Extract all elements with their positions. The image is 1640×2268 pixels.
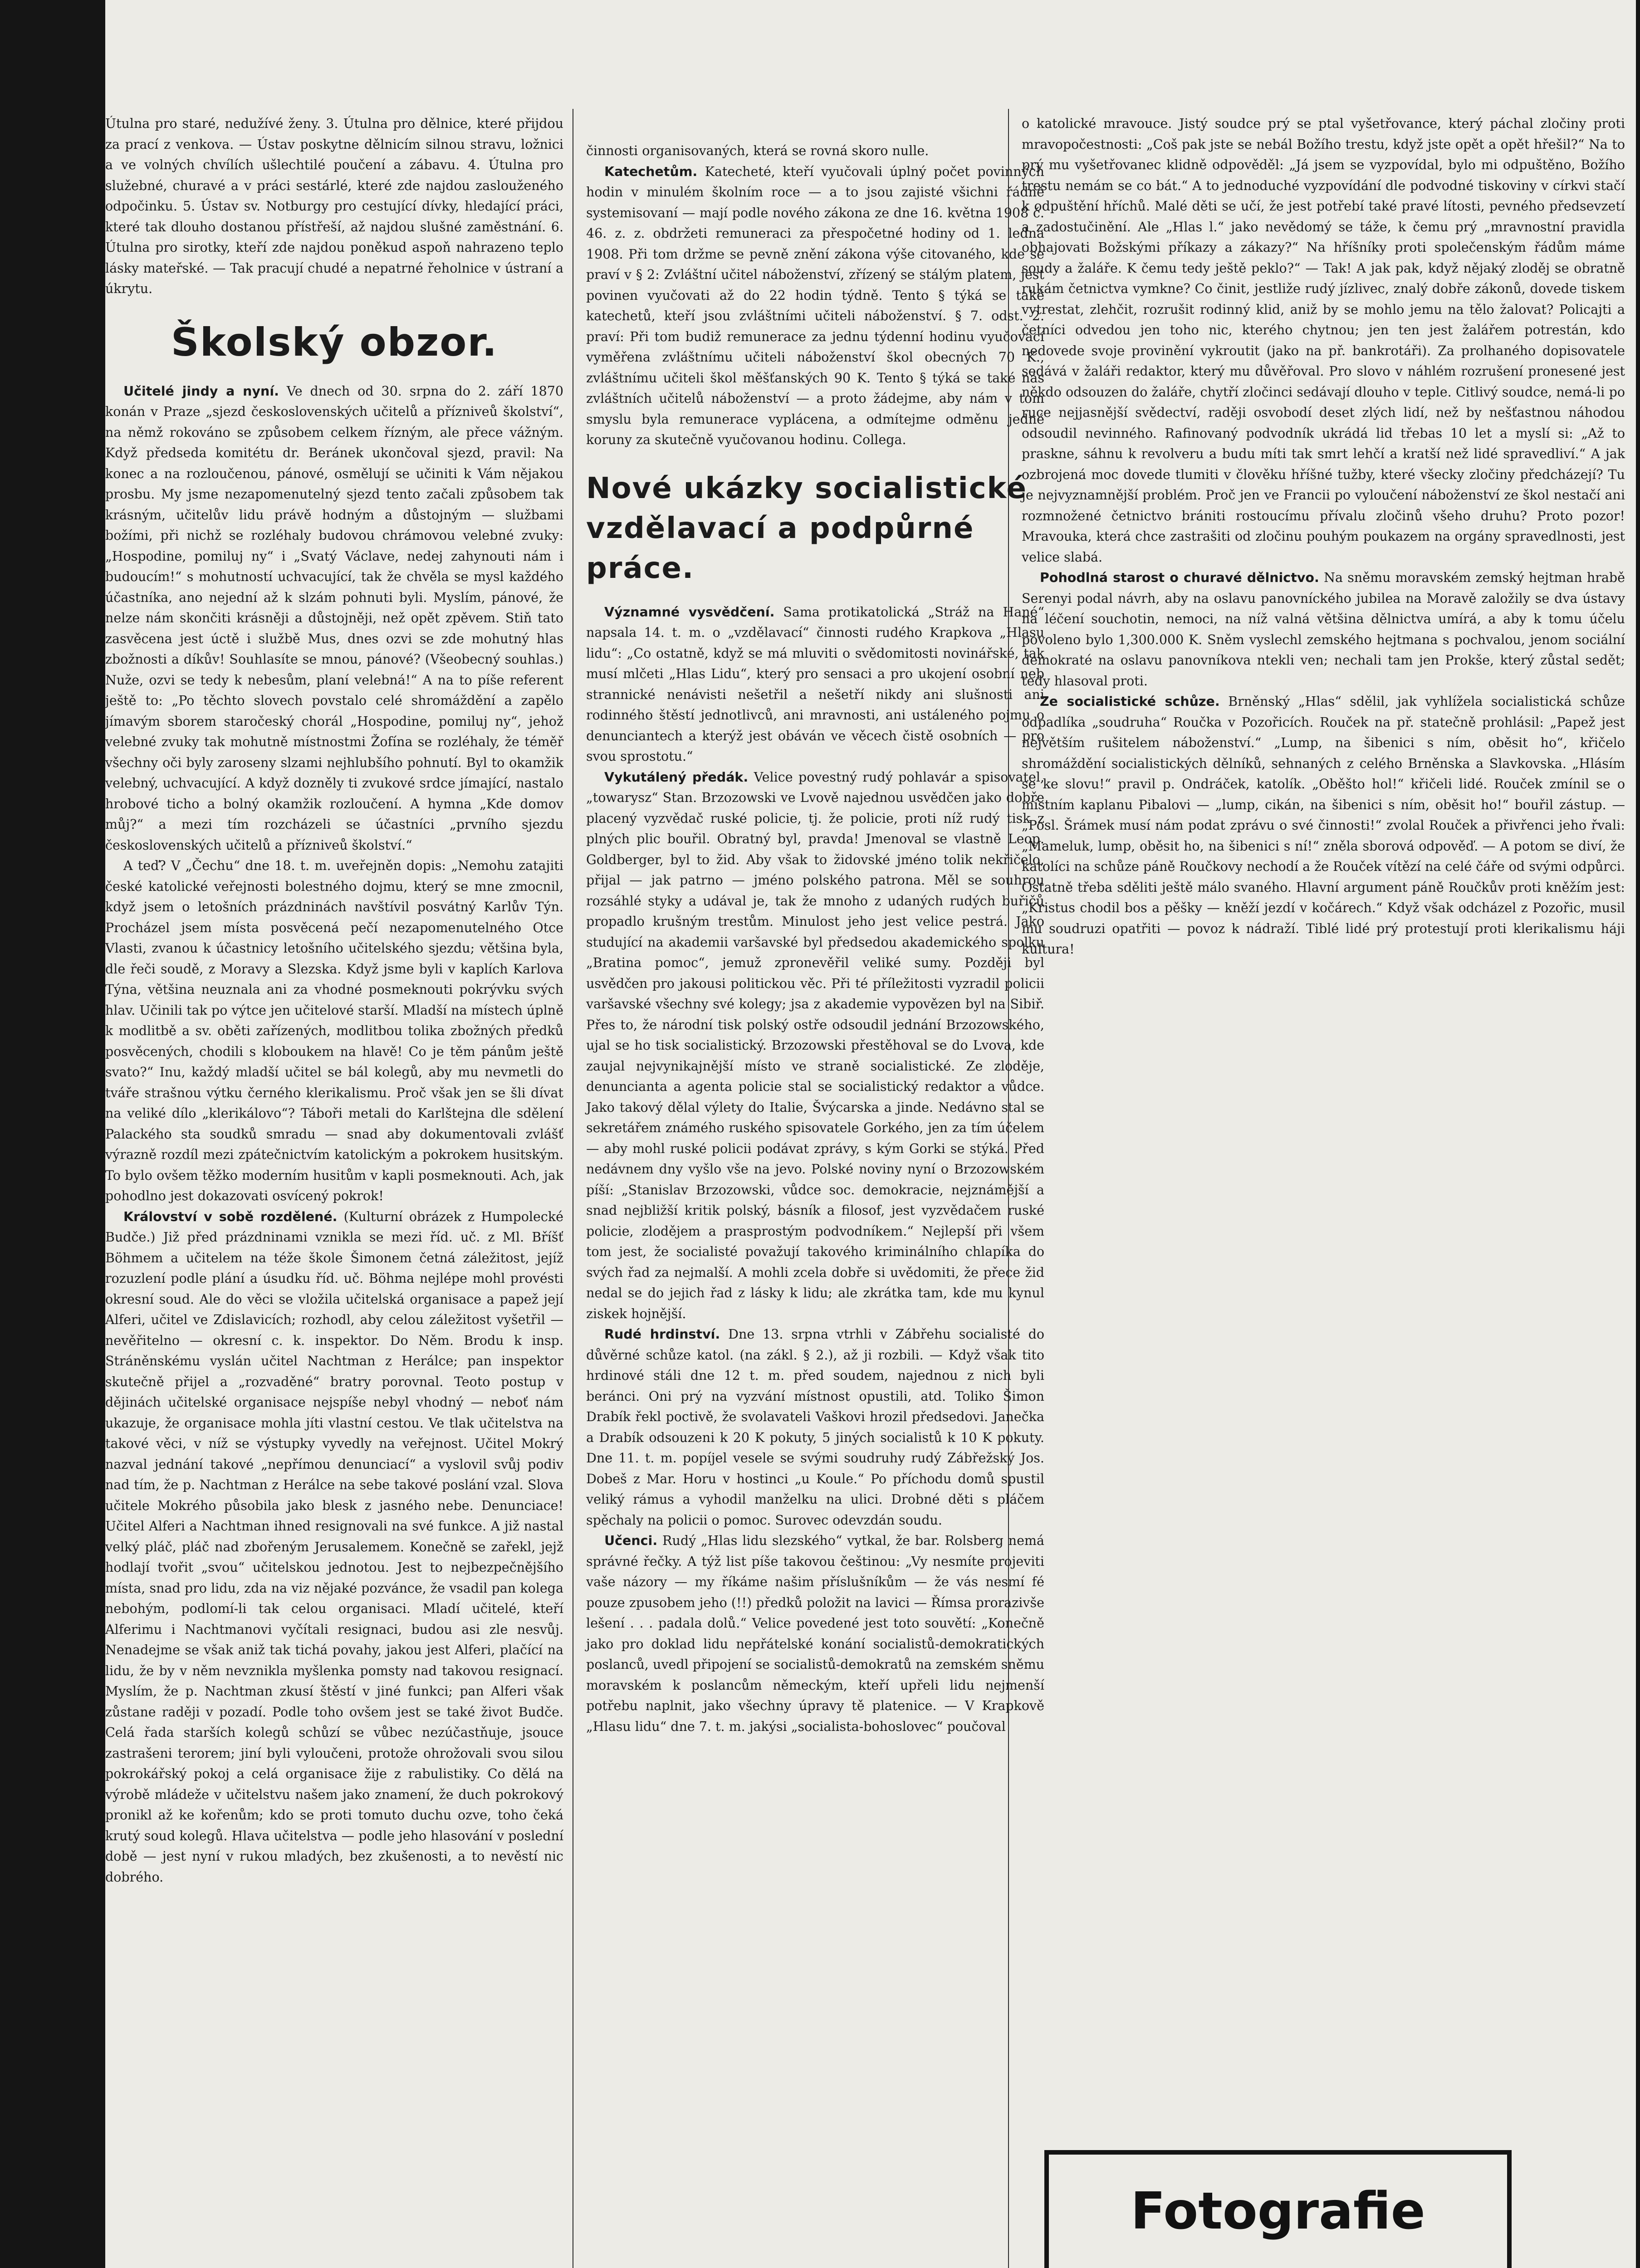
newspaper-page — [105, 0, 1636, 2268]
article-text: Rudý „Hlas lidu slezského“ vytkal, že bar. Rolsberg nemá správné řečky. A týž list píše takovou češtinou: „Vy nesmíte projeviti vaše názory — my říkáme našim příslušníkům — že vás nesmí fé pouze zpusobem jeho (!!) předků položit na lavici — Římsa prorazivše lešení . . . padala dolů.“ Velice povedené jest toto souvětí: „Konečně jako pro doklad lidu nepřátelské konání socialistů-demokratických poslanců, uvedl připojení se socialistů-demokratů na zemském sněmu moravském k poslancům německým, kteří upřeli lidu nejmenší potřebu naplnit, jako všechny úpravy tě platenice. — V Krapkově „Hlasu lidu“ dne 7. t. m. jakýsi „socialista-bohoslovec“ poučoval — [586, 1533, 1044, 1734]
article-signature: Collega. — [852, 432, 906, 447]
article-paragraph — [586, 1324, 1044, 1530]
ad-headline: Fotografie — [1131, 2182, 1425, 2241]
article-headline: Katechetům. — [604, 164, 698, 179]
article-text: Ve dnech od 30. srpna do 2. září 1870 konán v Praze „sjezd československých učitelů a přízniveů školství“, na němž rokováno se způsobem celkem řízným, ale přece vážným. Když předseda komitétu dr. Beránek ukončoval sjezd, pravil: Na konec a na rozloučenou, pánové, osmělují se učiniti k Vám nějakou prosbu. My jsme nezapomenutelný sjezd tento začali způsobem tak krásným, učitelův lidu právě hodným a důstojným — službami božími, při nichž se rozléhaly budovou chrámovou velebné zvuky: „Hospodine, pomiluj ny“ i „Svatý Václave, nedej zahynouti nám i budoucím!“ s mohutností uchvacující, tak že chvěla se mysl každého účastníka, ano nejední až k slzám pohnuti byli. Myslím, pánové, že nelze nám skončiti krásněji a důstojněji, než opět zpěvem. Stiň tato zasvěcena jest úctě i službě Mus, dnes ozvi se zde mohutný hlas zbožnosti a díkův! Souhlasíte se mnou, pánové? (Všeobecný souhlas.) Nuže, ozvi se tedy k nebesům, planí velebná!“ A na to píše referent ještě to: „Po těchto slovech povstalo celé shromáždění a zapělo jímavým sborem staročeský chorál „Hospodine, pomiluj ny“, jehož velebné zvuky tak mohutně místnostmi Žofína se rozléhaly, že téměř všechny oči byly zaroseny slzami nejhlubšího pohnutí. Byl to okamžik velebný, uchvacující. A když dozněly ti zvukové srdce jímající, nastalo hrobové ticho a bolný okamžik rozloučení. A hymna „Kde domov můj?“ a mezi tím rozcházeli se účastníci „prvního sjezdu československých učitelů a přízniveů školství.“ — [105, 383, 564, 853]
photography-advertisement — [1044, 2150, 1512, 2268]
article-text: Katecheté, kteří vyučovali úplný počet povinných hodin v minulém školním roce — a to jsou zajisté všichni řádně systemisovaní — mají podle nového zákona ze dne 16. května 1908 č. 46. z. z. obdržeti remuneraci za přespočetné hodiny od 1. ledna 1908. Při tom držme se pevně znění zákona výše citovaného, kde se praví v § 2: Zvláštní učitel náboženství, zřízený se stálým platem, jest povinen vyučovati až do 22 hodin týdně. Tento § týká se také katechetů, kteří jsou zvláštními učiteli náboženství. § 7. odst. 2. praví: Při tom budiž remunerace za jednu týdenní hodinu vyučovací vyměřena zvláštnímu učiteli náboženství škol obecných 70 K., zvláštnímu učiteli škol měšťanských 90 K. Tento § týká se také nás zvláštních učitelů náboženství — a proto žádejme, aby nám v tom smyslu byla remunerace vyplácena, a odmítejme odměnu jedné koruny za skutečně vyučovanou hodinu. — [586, 164, 1045, 447]
article-paragraph: Útulna pro staré, nedužívé ženy. 3. Útulna pro dělnice, které přijdou za prací z venkova. — Ústav poskytne dělnicím silnou stravu, ložnici a ve volných chvílích ušlechtilé poučení a zábavu. 4. Útulna pro služebné, churavé a v práci sestárlé, které zde najdou zaslouženého odpočinku. 5. Ústav sv. Notburgy pro cestující dívky, hledající práci, které tak dlouho dostanou přístřeší, až najdou slušné zaměstnání. 6. Útulna pro sirotky, kteří zde najdou poněkud aspoň nahrazeno teplo lásky mateřské. — Tak pracují chudé a nepatrné řeholnice v ústraní a úkrytu. — [105, 116, 563, 296]
article-paragraph — [586, 602, 1044, 767]
article-headline: Vykutálený předák. — [604, 769, 749, 785]
article-text: Dne 13. srpna vtrhli v Zábřehu socialisté do důvěrné schůze katol. (na zákl. § 2.), až ji rozbili. — Když však tito hrdinové stáli dne 12 t. m. před soudem, najednou z nich byli beránci. Oni prý na vyzvání místnost opustili, atd. Toliko Šimon Drabík řekl poctivě, že svolavateli Vaškovi hrozil předsedovi. Janečka a Drabík odsouzeni k 20 K pokuty, 5 jiných socialistů k 10 K pokuty. Dne 11. t. m. popíjel vesele se svými soudruhy rudý Zábřežský Jos. Dobeš z Mar. Horu v hostinci „u Koule.“ Po příchodu domů spustil veliký rámus a vyhodil manželku na ulici. Drobné děti s pláčem spěchaly na policii o pomoc. Surovec odevzdán soudu. — [586, 1327, 1044, 1528]
article-paragraph — [105, 381, 563, 856]
article-paragraph — [586, 161, 1044, 450]
article-paragraph: A teď? V „Čechu“ dne 18. t. m. uveřejněn dopis: „Nemohu zatajiti české katolické veřejnosti bolestného dojmu, který se mne zmocnil, když jsem o letošních prázdninách navštívil posvátný Karlův Týn. Procházel jsem místa posvěcená pečí nezapomenutelného Otce Vlasti, zvanou k účastnicy letošního učitelského sjezdu; většina byla, dle řeči soudě, z Moravy a Slezska. Když jsme byli v kaplích Karlova Týna, většina neuznala ani za vhodné posmeknouti pokrývku svých hlav. Učinili tak po výtce jen učitelové starší. Mladší na místech úplně k modlitbě a sv. oběti zařízených, modlitbou tolika zbožných předků posvěcených, chodili s kloboukem na hlavě! Co je těm pánům ještě svato?“ Inu, každý mladší učitel se bál kolegů, aby mu nevmetli do tváře strašnou výtku černého klerikalismu. Proč však jen se šli dívat na veliké dílo „klerikálovo“? Táboři metali do Karlštejna dle sdělení Palackého sta soudků smradu — snad aby dokumentovali zvlášť výrazně rozdíl mezi zpátečnictvím katolickým a pokrokem husitským. To bylo ovšem těžko moderním husitům v kapli posmeknouti. Ach, jak pohodlno jest dokazovati osvícený pokrok! — [105, 858, 563, 1203]
article-text: Na sněmu moravském zemský hejtman hrabě Serenyi podal návrh, aby na oslavu panovníckého jubilea na Moravě založily se dva ústavy na léčení souchotin, nemoci, na níž valná většina dělnictva umírá, a aby k tomu účelu povoleno bylo 1,300.000 K. Sněm vyslechl zemského hejtmana s pochvalou, jenom sociální demokraté na oslavu panovníkova ntekli ven; nechali tam jen Prokše, který zůstal sedět; tedy hlasoval proti. — [1022, 570, 1625, 689]
section-heading: Nové ukázky socialistické vzdělavací a podpůrné práce. — [586, 471, 1027, 585]
article-headline: Rudé hrdinství. — [604, 1327, 720, 1342]
article-headline: Království v sobě rozdělené. — [123, 1209, 338, 1224]
article-headline: Pohodlná starost o churavé dělnictvo. — [1040, 570, 1319, 585]
article-text: Velice povestný rudý pohlavár a spisovatel, „towarysz“ Stan. Brzozowski ve Lvově najednou usvědčen jako dobře placený vyzvědač ruské policie, tj. že policie, proti níž rudý tisk z plných plic bouřil. Obratný byl, pravda! Jmenoval se vlastně Leop. Goldberger, byl to žid. Aby však to židovské jméno tolik nekřičelo, přijal — jak patrno — jméno polského patrona. Měl se souhrou rozsáhlé styky a udával je, tak že mnoho z udaných rudých buřičů propadlo krušným trestům. Minulost jeho jest velice pestrá. Jako studující na akademii varšavské byl předsedou akademického spolku „Bratina pomoc“, jemuž zpronevěřil veliké sumy. Později byl usvědčen pro jakousi politickou věc. Při té příležitosti vyzradil policii varšavské všechny své kolegy; jsa z akademie vypovězen byl na Sibiř. Přes to, že národní tisk polský ostře odsoudil jednání Brzozowského, ujal se ho tisk socialistický. Brzozowski přestěhoval se do Lvova, kde zaujal nejvynikajnější místo ve straně socialistické. Ze zloděje, denuncianta a agenta policie stal se socialistický redaktor a vůdce. Jako takový dělal výlety do Italie, Švýcarska a jinde. Nedávno stal se sekretářem známého ruského spisovatele Gorkého, jen za tím účelem — aby mohl ruské policii podávat zprávy, s kým Gorki se stýká. Před nedávnem dny vyšlo vše na jevo. Polské noviny nyní o Brzozowském píší: „Stanislav Brzozowski, vůdce soc. demokracie, nejznámější a snad nejbližší kritik polský, básník a filosof, jest vyzvědačem ruské policie, zlodějem a prasprostým podvodníkem.“ Nejlepší při všem tom jest, že socialisté považují takového kriminálního chlapíka do svých řad za nejmalší. A mohli zcela dobře si uvědomiti, že přece žid nedal se do jejich řad z lásky k lidu; ale zkrátka tam, kde mu kynul ziskek hojnější. — [586, 769, 1045, 1321]
article-paragraph — [1022, 691, 1625, 960]
article-headline: Učitelé jindy a nyní. — [123, 383, 279, 399]
article-paragraph — [586, 1530, 1044, 1737]
column-2 — [586, 141, 1044, 1737]
article-paragraph — [105, 1207, 563, 1888]
article-paragraph: o katolické mravouce. Jistý soudce prý se ptal vyšetřovance, který páchal zločiny proti mravopočestnosti: „Coš pak jste se nebál Božího trestu, když jste opět a opět hřešil?“ Na to prý mu vyšetřovanec klidně odpověděl: „Já jsem se vyzpovídal, bylo mi odpuštěno, Božího trestu nemám se co bát.“ A to jednoduché vyzpovídání dle podvodné tiskoviny v církvi stačí k odpuštění hříchů. Malé děti se učí, že jest potřebí také pravé lítosti, pevného předsevzetí a zadostučinění. Ale „Hlas l.“ jako nevědomý se táže, k čemu prý „mravnostní pravidla obhajovati Božskými příkazy a zákazy?“ Na hříšníky proti společenským řádům máme soudy a žaláře. K čemu tedy ještě peklo?“ — Tak! A jak pak, když nějaký zloděj se obratně rukám četnictva vymkne? Co činit, jestliže rudý jízlivec, znalý dobře zákonů, dovede tiskem vytrestat, zlehčit, rozrušit rodinný klid, aniž by se mohlo jemu na tělo žalovat? Policajti a četníci odvedou jen toho nic, kterého chytnou; jen ten jest žalářem potrestán, kdo nedovede svoje provinění vykroutit (jako na př. bankrotáři). Za prolhaného dopisovatele sedává v žaláři redaktor, který mu důvěřoval. Pro slovo v náhlém rozrušení pronesené jest někdo odsouzen do žaláře, chytří zločinci sedávají dlouho v teple. Citlivý soudce, nemá-li po ruce nejjasnější svědectví, raději osvobodí deset zlých lidí, než by nešťastnou náhodou odsoudil nevinného. Rafinovaný podvodník ukrádá lid třebas 10 let a myslí si: „Až to praskne, sáhnu k revolveru a budu míti tak smrt lehčí a kratší než lidé spravedliví.“ A jak ozbrojená moc dovede tlumiti v člověku hříšné tužby, které všecky zločiny předcházejí? Tu je nejvyznamnější problém. Proč jen ve Francii po vyloučení náboženství ze škol nestačí ani rozmnožené četnictvo brániti rostoucímu přívalu zločinů všeho druhu? Proto pozor! Mravouka, která chce zastrašiti od zločinu pouhým poukazem na orgány spravedlnosti, jest velice slabá. — [1022, 116, 1625, 565]
article-headline: Ze socialistické schůze. — [1040, 694, 1220, 709]
section-heading: Školský obzor. — [171, 319, 498, 365]
article-text: Sama protikatolická „Stráž na Hané“ napsala 14. t. m. o „vzdělavací“ činnosti rudého Krapkova „Hlasu lidu“: „Co ostatně, když se má mluviti o svědomitosti novinářské, tak musí mlčeti „Hlas Lidu“, který pro sensaci a pro ukojení osobní neb strannické nenávisti nešetřil a nešetří nikdy ani slušnosti ani rodinného štěstí jednotlivců, ani mravnosti, ani ustáleného pojmu o denunciantech a kterýž jest obáván ve věcech čistě osobních — pro svou sprostotu.“ — [586, 604, 1044, 764]
article-paragraph — [1022, 567, 1625, 691]
article-headline: Učenci. — [604, 1533, 658, 1548]
article-text: (Kulturní obrázek z Humpolecké Budče.) Již před prázdninami vznikla se mezi říd. uč. z Ml. Bříšť Böhmem a učitelem na téže škole Šimonem četná záležitost, jejíž rozuzlení podle plání a úsudku říd. uč. Böhma nejlépe mohl provésti okresní soud. Ale do věci se vložila učitelská organisace a papež její Alferi, učitel ve Zdislavicích; rozhodl, aby celou záležitost vyšetřil — nevěřitelno — okresní c. k. inspektor. Do Něm. Brodu k insp. Stráněnskému vyslán učitel Nachtman z Herálce; pan inspektor skutečně přijel a „rozvaděné“ bratry porovnal. Teoto postup v dějinách učitelské organisace nejspíše nebyl vhodný — neboť nám ukazuje, že organisace mohla jíti vlastní cestou. Ve tlak učitelstva na takové věci, v níž se výstupky vyvedly na veřejnost. Učitel Mokrý nazval jednání takové „nepřímou denunciací“ a vyslovil svůj podiv nad tím, že p. Nachtman z Herálce na sebe takové poslání vzal. Slova učitele Mokrého působila jako blesk z jasného nebe. Denunciace! Učitel Alferi a Nachtman ihned resignovali na své funkce. A již nastal velký pláč, pláč nad zbořeným Jerusalemem. Konečně se zařekl, jejž hodlají tvořit „svou“ učitelskou jednotou. Jest to nejbezpečnějšího místa, snad pro lidu, zda na viz nějaké pozvánce, že vsadil pan kolega nebohým, podlomí-li tak celou organisaci. Mladí učitelé, kteří Alferimu i Nachtmanovi vyčítali resignaci, budou asi zle nesvůj. Nenadejme se však aniž tak tichá povahy, jakou jest Alferi, plačící na lidu, že by v něm nevznikla myšlenka pomsty nad takovou resignací. Myslím, že p. Nachtman zkusí štěstí v jiné funkci; pan Alferi však zůstane raději v pozadí. Podle toho ovšem jest se také život Budče. Celá řada starších kolegů schůzí se vůbec nezúčastňuje, jsouce zastrašeni terorem; jiní byli vyloučeni, protože ohrožovali svou silou pokrokářský pokoj a celá organisace žije z rabulistiky. Co dělá na výrobě mládeže v učitelstvu našem jako znamení, že duch pokrokový pronikl až ke kořenům; kdo se proti tomuto duchu ozve, toho čeká krutý soud kolegů. Hlava učitelstva — podle jeho hlasování v poslední době — jest nyní v rukou mladých, bez zkušenosti, a to nevěstí nic dobrého. — [105, 1209, 563, 1885]
article-paragraph — [586, 767, 1044, 1325]
column-1 — [105, 113, 563, 1887]
article-paragraph: činnosti organisovaných, která se rovná skoro nulle. — [586, 143, 929, 158]
article-text: Brněnský „Hlas“ sdělil, jak vyhlížela socialistická schůze odpadlíka „soudruha“ Roučka v Pozořicích. Rouček na př. statečně prohlásil: „Papež jest největším rušitelem náboženství.“ „Lump, na šibenici s ním, oběsit ho“, křičelo shromáždění socialistických dělníků, sehnaných z celého Brněnska a Slavkovska. „Hlásím se ke slovu!“ pravil p. Ondráček, katolík. „Oběšto hol!“ křičeli lidé. Rouček zmínil se o místním kaplanu Pibalovi — „lump, cikán, na šibenici s ním, oběsit ho!“ bouřil zástup. — „Posl. Šrámek musí nám podat zprávu o své činnosti!“ zvolal Rouček a přivřenci jeho řvali: „Mameluk, lump, oběsit ho, na šibenici s ní!“ zněla sborová odpověď. — A potom se diví, že katolíci na schůze páně Roučkovy nechodí a že Rouček vítězí na celé čáře od svými odpůrci. Ostatně třeba sděliti ještě málo svaného. Hlavní argument páně Roučkův proti kněžím jest: „Kristus chodil bos a pěšky — kněží jezdí v kočárech.“ Když však odcházel z Pozořic, musil mu soudruzi opatřiti — povoz k nádraží. Tiblé lidé prý protestují proti klerikalismu háji kultura! — [1022, 694, 1625, 957]
article-headline: Významné vysvědčení. — [604, 604, 775, 620]
column-3 — [1022, 113, 1625, 960]
